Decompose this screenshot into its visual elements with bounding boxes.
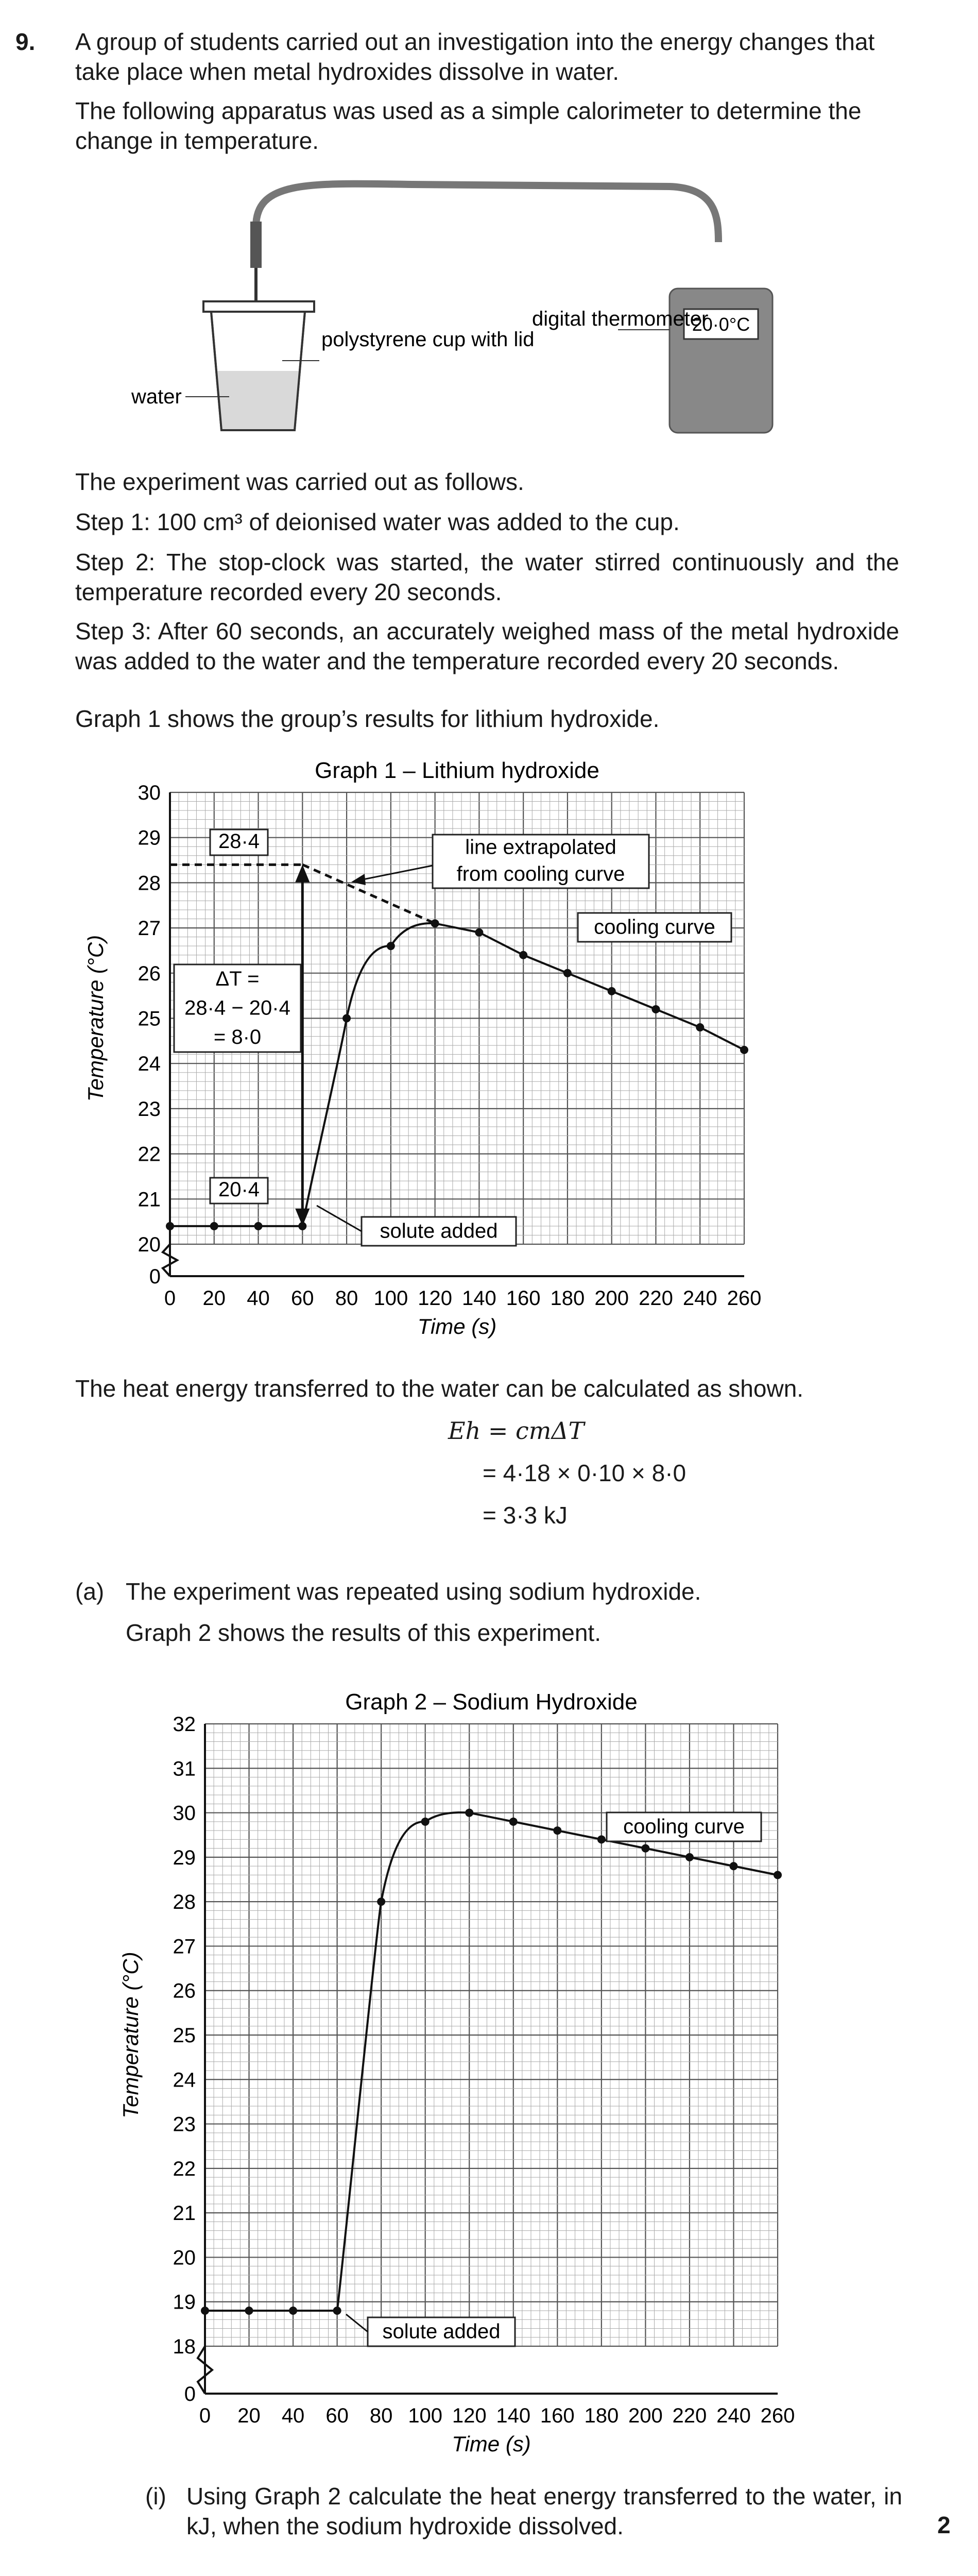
y-tick-label: 22 <box>173 2157 196 2180</box>
calc-line-3: = 3·3 kJ <box>483 1502 568 1529</box>
cup-label-line1: polystyrene cup with lid <box>321 328 535 351</box>
x-tick-label: 80 <box>369 2404 393 2427</box>
y-tick-label: 25 <box>138 1007 161 1030</box>
y-axis-label: Temperature (°C) <box>118 1952 143 2119</box>
graph1-lithium-hydroxide <box>0 742 978 1396</box>
x-tick-label: 100 <box>373 1287 408 1310</box>
data-point <box>475 928 483 937</box>
x-tick-label: 260 <box>727 1287 762 1310</box>
y-tick-label: 30 <box>173 1802 196 1825</box>
data-point <box>201 2307 209 2315</box>
y-tick-label: 31 <box>173 1757 196 1781</box>
x-tick-label: 20 <box>237 2404 261 2427</box>
label-solute-text-0: solute added <box>380 1219 498 1243</box>
y-tick-label: 26 <box>138 962 161 985</box>
data-point <box>651 1005 660 1013</box>
y-tick-label-zero: 0 <box>184 2383 196 2405</box>
data-point <box>685 1853 694 1861</box>
question-number: 9. <box>15 28 36 55</box>
display-reading: 20·0°C <box>692 314 750 335</box>
data-point <box>333 2307 341 2315</box>
calc-line-1: Eh = cmΔT <box>448 1417 585 1445</box>
data-point <box>696 1023 704 1031</box>
x-tick-label: 140 <box>496 2404 531 2427</box>
x-tick-label: 60 <box>291 1287 314 1310</box>
step-1: Step 1: 100 cm³ of deionised water was added to the cup. <box>75 509 680 535</box>
y-tick-label: 21 <box>173 2202 196 2225</box>
data-point <box>245 2307 253 2315</box>
chart-title: Graph 1 – Lithium hydroxide <box>315 758 599 783</box>
y-tick-label: 27 <box>173 1935 196 1958</box>
part-a-i-label: (i) <box>145 2483 166 2510</box>
y-tick-label: 28 <box>173 1891 196 1914</box>
data-point <box>608 987 616 995</box>
x-tick-label: 100 <box>408 2404 443 2427</box>
x-tick-label: 240 <box>682 1287 717 1310</box>
y-tick-label: 23 <box>138 1097 161 1121</box>
y-tick-label: 27 <box>138 917 161 940</box>
label-delta-t-text-2: = 8·0 <box>213 1026 262 1049</box>
x-tick-label: 120 <box>418 1287 452 1310</box>
x-tick-label: 220 <box>639 1287 673 1310</box>
part-a-text-1: The experiment was repeated using sodium hydroxide. <box>126 1578 701 1605</box>
x-tick-label: 20 <box>202 1287 226 1310</box>
data-point <box>166 1222 174 1230</box>
label-delta-t-text-0: ΔT = <box>215 967 260 990</box>
data-point <box>553 1826 561 1835</box>
data-point <box>729 1862 737 1870</box>
data-point <box>597 1835 606 1843</box>
graph1-intro: Graph 1 shows the group’s results for lithium hydroxide. <box>75 705 660 732</box>
x-tick-label: 40 <box>281 2404 305 2427</box>
part-a-label: (a) <box>75 1578 105 1605</box>
x-tick-label: 180 <box>550 1287 585 1310</box>
data-point <box>519 951 527 959</box>
data-point <box>254 1222 263 1230</box>
y-tick-label: 20 <box>173 2246 196 2269</box>
step-2: Step 2: The stop-clock was started, the water stirred continuously and the temperature recorded every 20 seconds. <box>75 549 899 605</box>
label-low-text-0: 20·4 <box>218 1178 260 1201</box>
data-point <box>377 1897 385 1906</box>
y-tick-label: 21 <box>138 1188 161 1211</box>
data-point <box>740 1046 748 1054</box>
part-a-i-marks: 2 <box>937 2512 951 2538</box>
step-3: Step 3: After 60 seconds, an accurately weighed mass of the metal hydroxide was added to the water and the temperature recorded every 20 seconds. <box>75 618 899 674</box>
y-tick-label: 24 <box>138 1053 161 1076</box>
label-cooling-text-0: cooling curve <box>594 916 715 939</box>
y-tick-label-zero: 0 <box>149 1265 161 1288</box>
solute-pointer <box>317 1206 362 1231</box>
x-tick-label: 260 <box>760 2404 795 2427</box>
data-point <box>421 1818 430 1826</box>
y-tick-label: 19 <box>173 2291 196 2314</box>
extrapolated-pointer-head <box>351 874 366 885</box>
x-tick-label: 200 <box>628 2404 663 2427</box>
apparatus-diagram <box>0 175 978 464</box>
x-tick-label: 40 <box>247 1287 270 1310</box>
x-tick-label: 240 <box>716 2404 751 2427</box>
label-extrapolated-text-0: line extrapolated <box>465 836 616 859</box>
y-tick-label: 24 <box>173 2069 196 2092</box>
x-axis-label: Time (s) <box>452 2432 531 2456</box>
water-fill <box>216 371 300 430</box>
y-tick-label: 32 <box>173 1713 196 1736</box>
y-tick-label: 22 <box>138 1143 161 1166</box>
extrapolated-pointer <box>355 866 433 881</box>
x-tick-label: 0 <box>199 2404 211 2427</box>
data-point <box>774 1871 782 1879</box>
y-tick-label: 25 <box>173 2024 196 2047</box>
x-tick-label: 200 <box>594 1287 629 1310</box>
data-point <box>563 969 572 977</box>
cup-lid <box>203 301 314 312</box>
graph2-sodium-hydroxide <box>0 1667 978 2461</box>
y-tick-label: 26 <box>173 1979 196 2003</box>
x-tick-label: 160 <box>540 2404 575 2427</box>
data-point <box>641 1844 649 1853</box>
x-tick-label: 80 <box>335 1287 358 1310</box>
x-tick-label: 180 <box>584 2404 619 2427</box>
calc-line-2: = 4·18 × 0·10 × 8·0 <box>483 1460 687 1486</box>
calc-intro: The heat energy transferred to the water can be calculated as shown. <box>75 1375 804 1402</box>
water-label: water <box>131 385 182 408</box>
x-tick-label: 160 <box>506 1287 541 1310</box>
y-tick-label: 30 <box>138 782 161 804</box>
apparatus-text: The following apparatus was used as a simple calorimeter to determine the change in temperature. <box>75 97 862 154</box>
label-solute-2-text-0: solute added <box>382 2320 501 2343</box>
thermometer-label: digital thermometer <box>532 308 709 330</box>
intro-text: A group of students carried out an investigation into the energy changes that take place when metal hydroxides dissolve in water. <box>75 28 875 85</box>
data-point <box>342 1014 351 1023</box>
data-point <box>210 1222 218 1230</box>
x-tick-label: 120 <box>452 2404 487 2427</box>
probe-handle <box>250 222 262 268</box>
data-point <box>289 2307 297 2315</box>
x-tick-label: 0 <box>164 1287 176 1310</box>
delta-t-arrowhead-down <box>295 1209 310 1226</box>
chart-title: Graph 2 – Sodium Hydroxide <box>345 1689 638 1715</box>
y-tick-label: 28 <box>138 872 161 895</box>
label-delta-t-text-1: 28·4 − 20·4 <box>184 996 290 1020</box>
data-point <box>387 942 395 950</box>
y-tick-label: 20 <box>138 1233 161 1256</box>
y-tick-label: 23 <box>173 2113 196 2136</box>
x-tick-label: 220 <box>672 2404 707 2427</box>
part-a-text-2: Graph 2 shows the results of this experiment. <box>126 1619 601 1646</box>
y-tick-label: 18 <box>173 2335 196 2358</box>
data-point <box>509 1818 518 1826</box>
x-tick-label: 140 <box>462 1287 496 1310</box>
label-high-text-0: 28·4 <box>218 830 260 853</box>
y-tick-label: 29 <box>138 826 161 850</box>
y-axis-label: Temperature (°C) <box>83 935 108 1102</box>
label-extrapolated-text-1: from cooling curve <box>456 862 625 886</box>
x-axis-label: Time (s) <box>417 1314 497 1338</box>
thermometer-cable <box>256 184 718 242</box>
y-tick-label: 29 <box>173 1846 196 1869</box>
x-tick-label: 60 <box>325 2404 349 2427</box>
label-cooling-2-text-0: cooling curve <box>623 1815 745 1838</box>
method-intro: The experiment was carried out as follows. <box>75 468 524 495</box>
data-point <box>465 1809 473 1817</box>
part-a-i-text: Using Graph 2 calculate the heat energy transferred to the water, in kJ, when the sodium hydroxide dissolved. <box>186 2483 902 2539</box>
solute-pointer-2 <box>346 2314 368 2332</box>
